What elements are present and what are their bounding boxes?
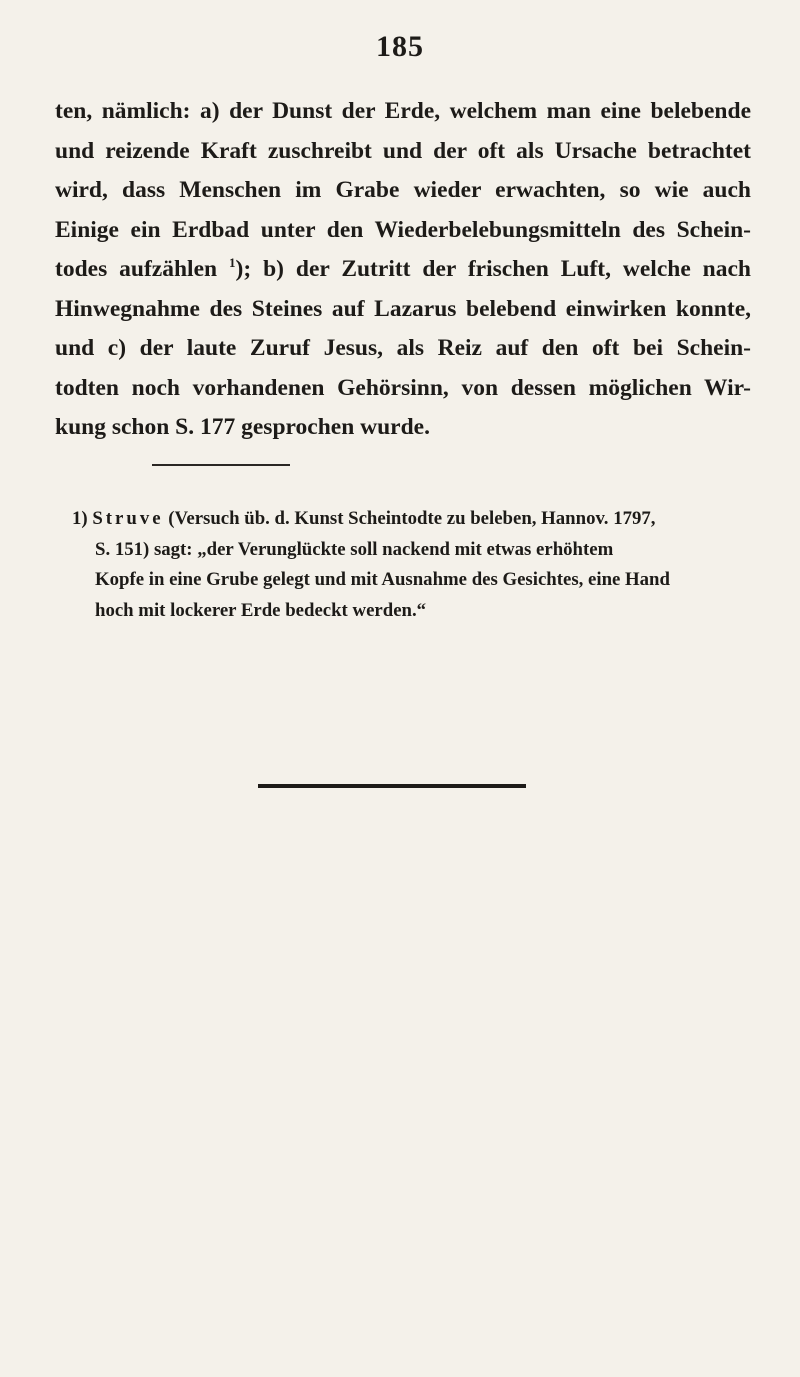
footnote-number: 1) — [72, 508, 88, 529]
text-line: und c) der laute Zuruf Jesus, als Reiz auf den oft bei Schein- — [55, 335, 751, 361]
text-line: kung schon S. 177 gesprochen wurde. — [55, 414, 430, 440]
text-fragment: ); b) der Zutritt der frischen Luft, welche nach — [235, 256, 751, 282]
footnote-line: Kopfe in eine Grube gelegt und mit Ausnahme des Gesichtes, eine Hand — [95, 569, 670, 590]
footnote-separator — [152, 464, 290, 466]
footnote-author: Struve — [92, 508, 164, 529]
footnote-line — [72, 504, 756, 535]
bottom-rule — [258, 784, 526, 788]
text-fragment: todes aufzählen — [55, 256, 229, 282]
text-line: Hinwegnahme des Steines auf Lazarus belebend einwirken konnte, — [55, 295, 751, 322]
text-line: ten, nämlich: a) der Dunst der Erde, welchem man eine belebende — [55, 98, 751, 124]
footnote-line: hoch mit lockerer Erde bedeckt werden.“ — [95, 599, 427, 621]
footnote-line: S. 151) sagt: „der Verunglückte soll nackend mit etwas erhöhtem — [95, 538, 614, 560]
footnote-reference: 1 — [229, 255, 236, 270]
text-line: todten noch vorhandenen Gehörsinn, von dessen möglichen Wir- — [55, 374, 751, 401]
text-line: und reizende Kraft zuschreibt und der oft als Ursache betrachtet — [55, 137, 751, 164]
footnote — [72, 504, 756, 626]
main-text-block — [55, 92, 751, 448]
page-number: 185 — [376, 30, 424, 63]
text-line: Einige ein Erdbad unter den Wiederbelebungsmitteln des Schein- — [55, 216, 751, 243]
text-line — [55, 250, 751, 290]
text-line: wird, dass Menschen im Grabe wieder erwachten, so wie auch — [55, 177, 751, 203]
footnote-text: (Versuch üb. d. Kunst Scheintodte zu beleben, Hannov. 1797, — [163, 508, 656, 529]
